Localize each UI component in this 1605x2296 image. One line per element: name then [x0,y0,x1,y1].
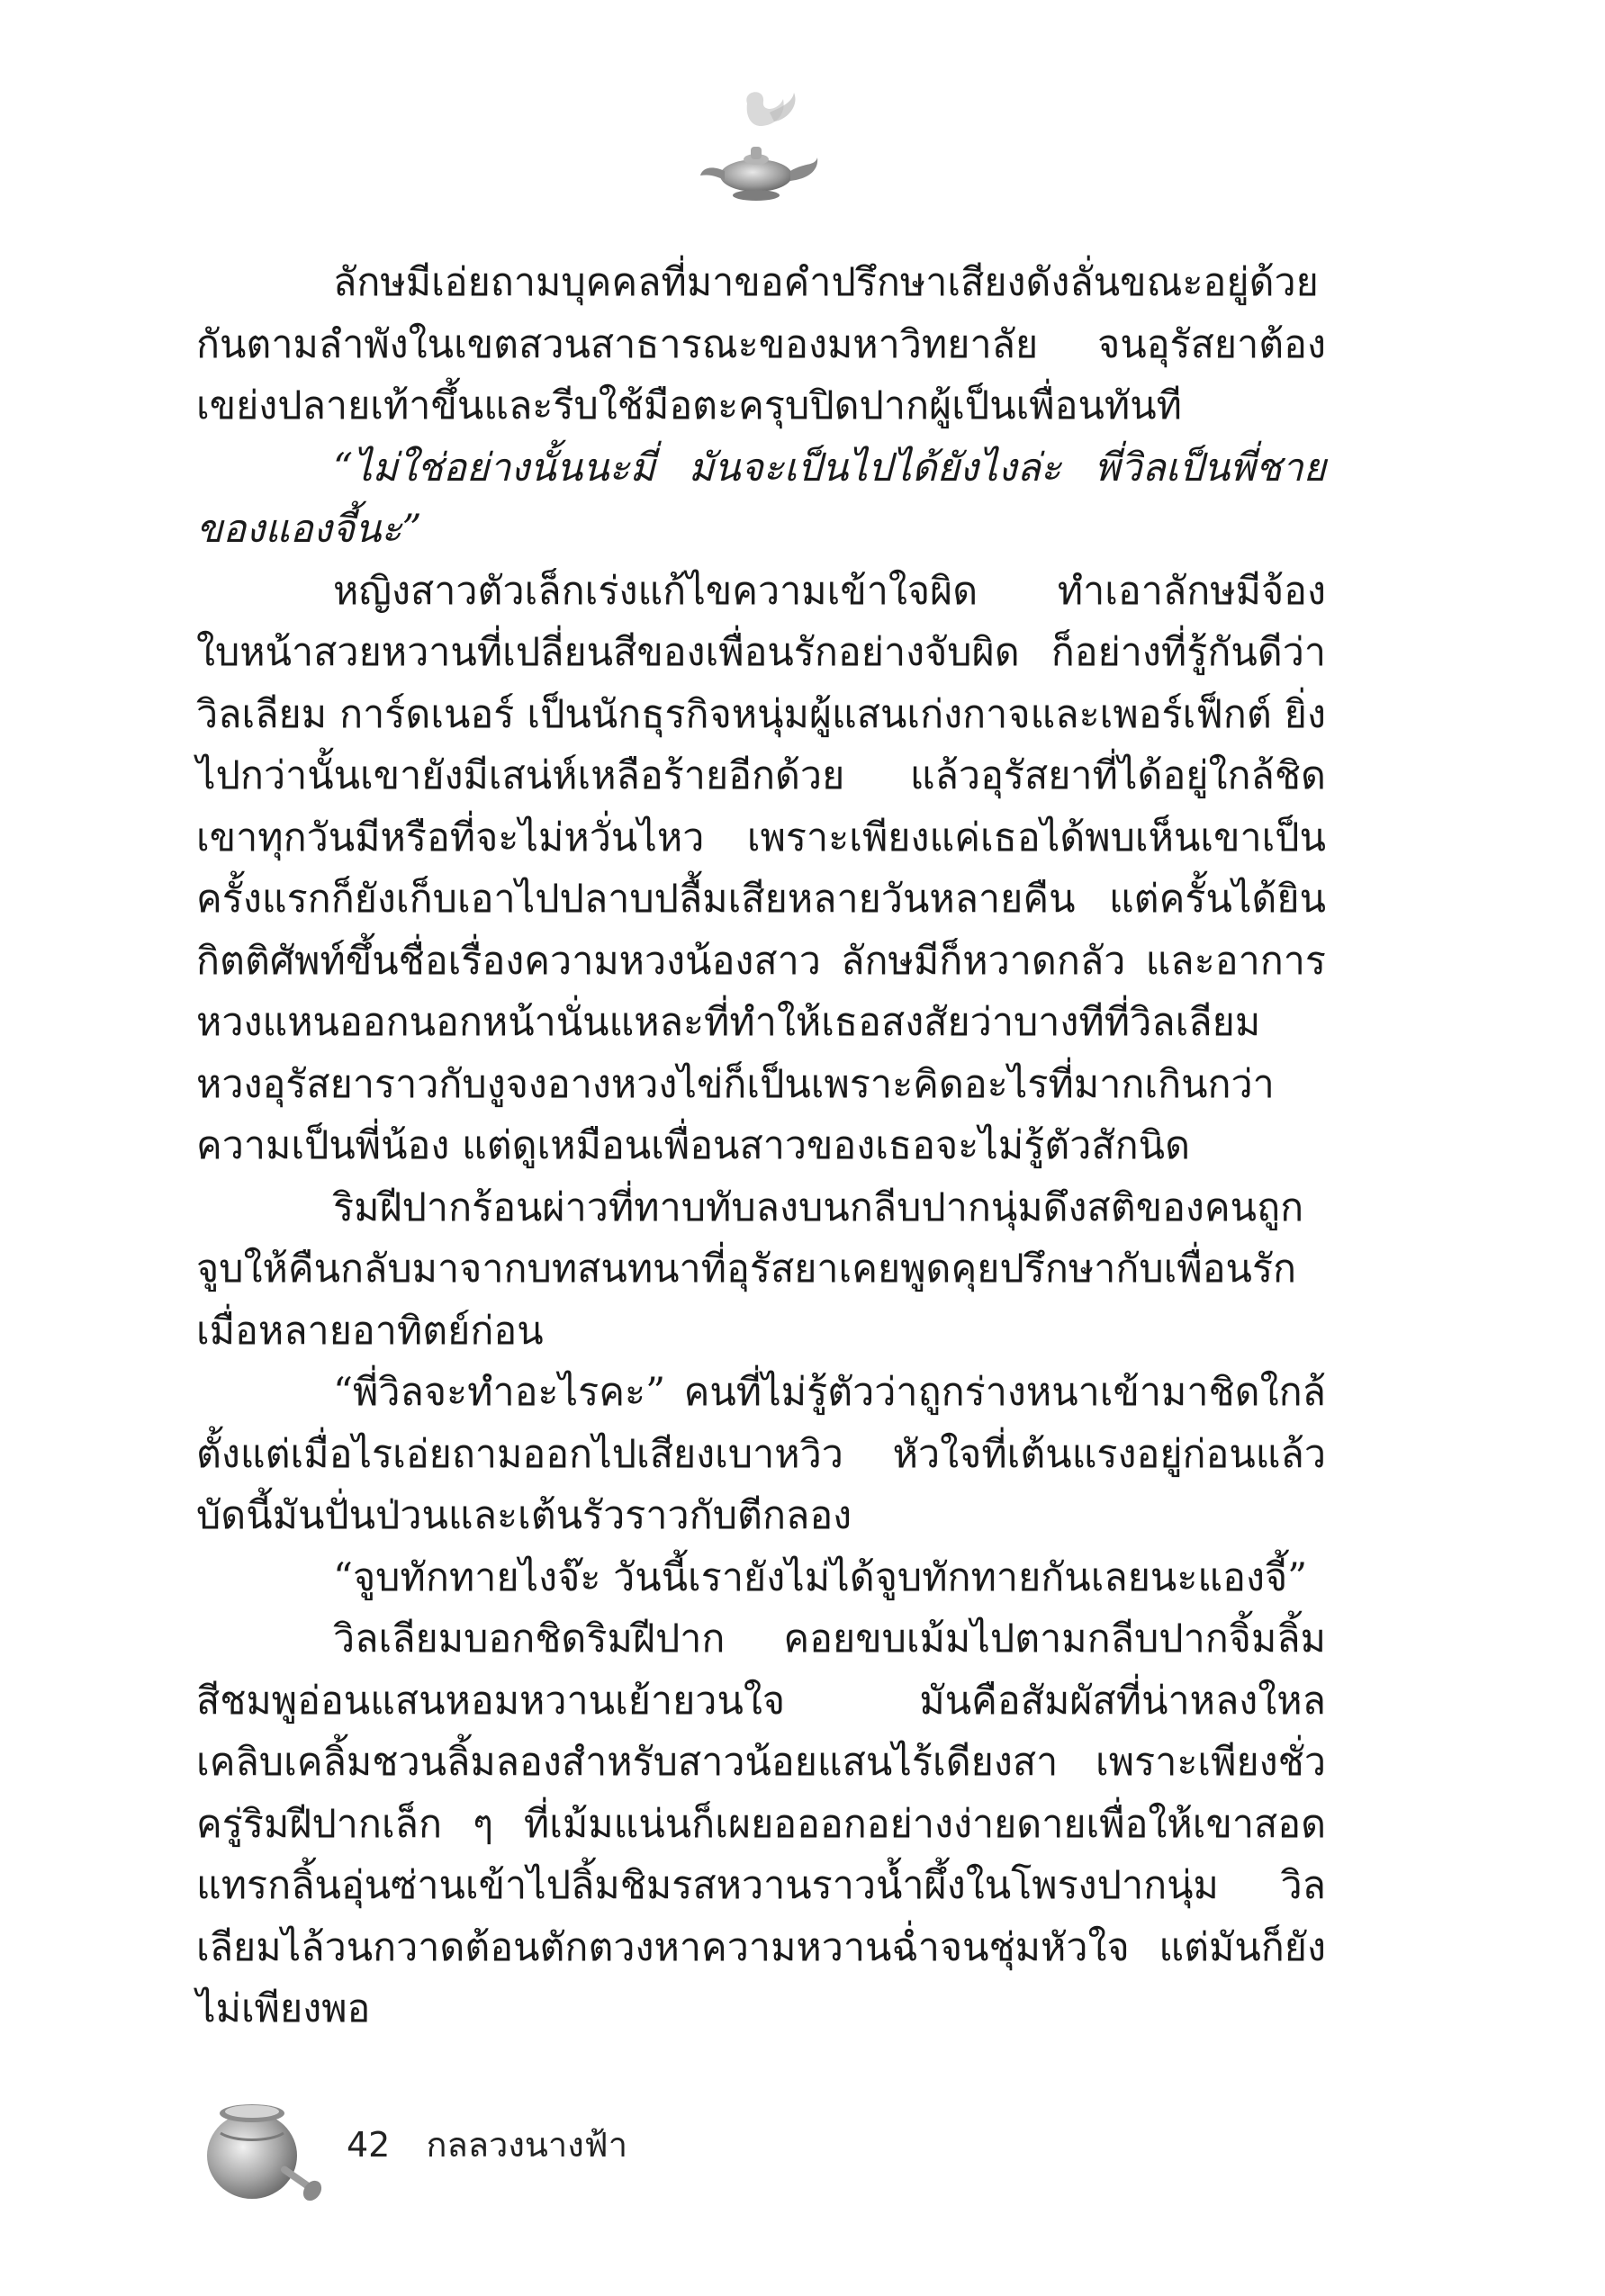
paragraph-dialogue: “ไม่ใช่อย่างนั้นนะมี่ มันจะเป็นไปได้ยังไงล่ะ พี่วิลเป็นพี่ชายของแองจี้นะ” [196,445,1326,552]
paragraph: “จูบทักทายไงจ๊ะ วันนี้เรายังไม่ได้จูบทักทายกันเลยนะแองจี้” [333,1554,1308,1600]
paragraph: ลักษมีเอ่ยถามบุคคลที่มาขอคำปรึกษาเสียงดังลั่นขณะอยู่ด้วยกันตามลำพังในเขตสวนสาธารณะของมหาวิทยาลัย จนอุรัสยาต้องเขย่งปลายเท้าขึ้นและรีบใช้มือตะครุบปิดปากผู้เป็นเพื่อนทันที [196,260,1326,428]
paragraph: “พี่วิลจะทำอะไรคะ” คนที่ไม่รู้ตัวว่าถูกร่างหนาเข้ามาชิดใกล้ตั้งแต่เมื่อไรเอ่ยถามออกไปเสียงเบาหวิว หัวใจที่เต้นแรงอยู่ก่อนแล้วบัดนี้มันปั่นป่วนและเต้นรัวราวกับตีกลอง [196,1370,1326,1538]
page-number: 42 [347,2125,391,2165]
page-footer [194,2079,824,2214]
body-text [196,252,1326,2040]
magic-lamp-icon [693,86,828,221]
paragraph: หญิงสาวตัวเล็กเร่งแก้ไขความเข้าใจผิด ทำเอาลักษมีจ้องใบหน้าสวยหวานที่เปลี่ยนสีของเพื่อนรักอย่างจับผิด ก็อย่างที่รู้กันดีว่า วิลเลียม การ์ดเนอร์ เป็นนักธุรกิจหนุ่มผู้แสนเก่งกาจและเพอร์เฟ็กต์ ยิ่งไปกว่านั้นเขายังมีเสน่ห์เหลือร้ายอีกด้วย แล้วอุรัสยาที่ได้อยู่ใกล้ชิดเขาทุกวันมีหรือที่จะไม่หวั่นไหว เพราะเพียงแค่เธอได้พบเห็นเขาเป็นครั้งแรกก็ยังเก็บเอาไปปลาบปลื้มเสียหลายวันหลายคืน แต่ครั้นได้ยินกิตติศัพท์ขึ้นชื่อเรื่องความหวงน้องสาว ลักษมีก็หวาดกลัว และอาการหวงแหนออกนอกหน้านั่นแหละที่ทำให้เธอสงสัยว่าบางทีที่วิลเลียมหวงอุรัสยาราวกับงูจงอางหวงไข่ก็เป็นเพราะคิดอะไรที่มากเกินกว่าความเป็นพี่น้อง แต่ดูเหมือนเพื่อนสาวของเธอจะไม่รู้ตัวสักนิด [196,568,1326,1168]
paragraph: วิลเลียมบอกชิดริมฝีปาก คอยขบเม้มไปตามกลีบปากจิ้มลิ้มสีชมพูอ่อนแสนหอมหวานเย้ายวนใจ มันคือสัมผัสที่น่าหลงใหลเคลิบเคลิ้มชวนลิ้มลองสำหรับสาวน้อยแสนไร้เดียงสา เพราะเพียงชั่วครู่ริมฝีปากเล็ก ๆ ที่เม้มแน่นก็เผยอออกอย่างง่ายดายเพื่อให้เขาสอดแทรกลิ้นอุ่นซ่านเข้าไปลิ้มชิมรสหวานราวน้ำผึ้งในโพรงปากนุ่ม วิลเลียมไล้วนกวาดต้อนตักตวงหาความหวานฉ่ำจนชุ่มหัวใจ แต่มันก็ยังไม่เพียงพอ [196,1616,1326,2031]
footer-caption [347,2117,627,2172]
honey-pot-icon [194,2079,329,2214]
paragraph: ริมฝีปากร้อนผ่าวที่ทาบทับลงบนกลีบปากนุ่มดึงสติของคนถูกจูบให้คืนกลับมาจากบทสนทนาที่อุรัสยาเคยพูดคุยปรึกษากับเพื่อนรักเมื่อหลายอาทิตย์ก่อน [196,1184,1304,1354]
book-title: กลลวงนางฟ้า [426,2125,628,2165]
